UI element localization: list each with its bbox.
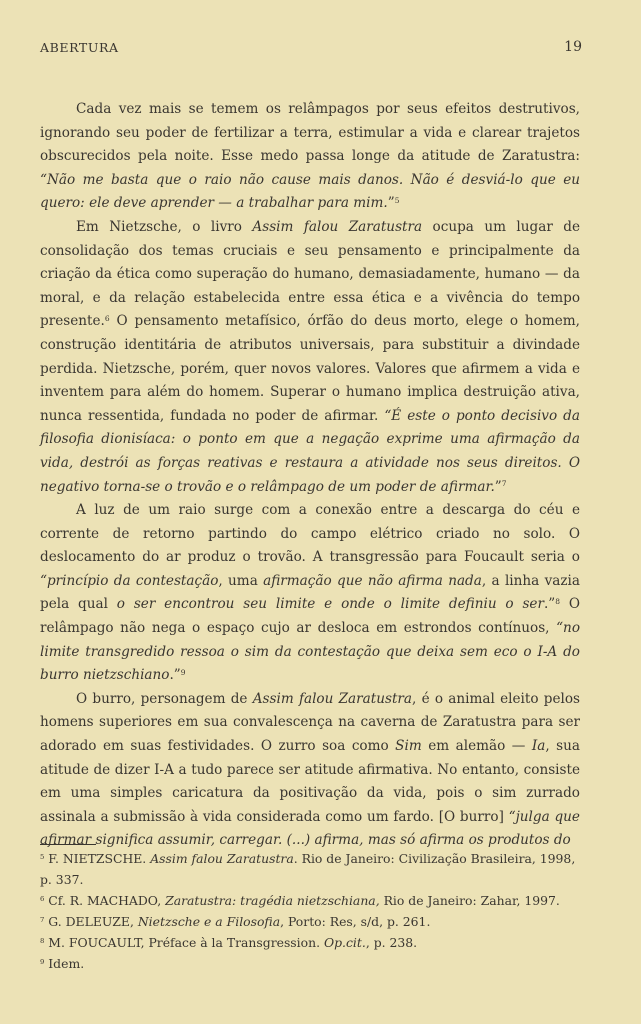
page-number: 19 <box>564 39 582 55</box>
paragraph <box>40 216 580 499</box>
text-run: , sua atitude de dizer I-A a tudo parece ser atitude afirmativa. No entanto, consiste em uma simples caricatura da positivação da vida, pois o sim zurrado assinala a submissão à vida considerada como um fardo. [O burro] <box>40 738 580 825</box>
quotation: “julga que afirmar significa assumir, carregar. (...) afirma, mas só afirma os produtos do <box>40 808 580 849</box>
text-run: .” <box>543 596 556 613</box>
running-title: ABERTURA <box>40 40 119 55</box>
text-run: Cada vez mais se temem os relâmpagos por seus efeitos destrutivos, ignorando seu poder de fertilizar a terra, estimular a vida e clarear trajetos obscurecidos pela noite. Esse medo passa longe da atitude de Zaratustra: <box>40 101 580 165</box>
footnote <box>40 890 580 911</box>
book-title: Assim falou Zaratustra <box>252 218 423 235</box>
text-run: , é o animal eleito pelos homens superiores em sua convalescença na caverna de Zaratustra para ser adorado em suas festividades. O zurro soa como <box>40 690 581 755</box>
paragraph <box>40 688 580 853</box>
footnote-text: Idem. <box>44 956 85 971</box>
footnotes <box>40 848 580 974</box>
text-run: , uma <box>218 572 264 589</box>
footnote-ref[interactable]: 7 <box>501 479 507 489</box>
quotation: “princípio da contestação <box>40 572 219 589</box>
text-run: .” <box>169 667 181 684</box>
quotation: afirmação que não afirma nada <box>263 572 482 589</box>
footnote-text: . Rio de Janeiro: Civilização Brasileira, 1998, p. 337. <box>40 851 576 887</box>
footnote-divider <box>40 844 96 845</box>
footnote-text: M. FOUCAULT, Préface à la Transgression. <box>44 935 324 950</box>
footnote-title: Zaratustra: tragédia nietzschiana, <box>165 893 380 908</box>
footnote <box>40 848 580 890</box>
text-run: A luz de um raio surge com a conexão entre a descarga do céu e corrente de retorno partindo do campo elétrico criado no solo. O deslocamento do ar produz o trovão. A transgressão para Foucault seria o <box>40 502 580 566</box>
footnote-title: Nietzsche e a Filosofia <box>137 914 281 929</box>
text-run: O pensamento metafísico, órfão do deus morto, elege o homem, construção identitária de atributos universais, para substituir a divindade perdida. Nietzsche, porém, quer novos valores. Valores que afirmem a vida e inventem para além do homem. Superar o humano implica destruição ativa, nunca ressentida, fundada no poder de afirmar. <box>40 313 580 424</box>
footnote-text: , Porto: Res, s/d, p. 261. <box>280 914 431 929</box>
text-run: O relâmpago não nega o espaço cujo ar desloca em estrondos contínuos, <box>40 596 581 637</box>
quotation: “no limite transgredido ressoa o sim da contestação que deixa sem eco o I-A do burro nietzschiano <box>40 620 580 684</box>
paragraph <box>40 98 580 216</box>
footnote-number: 5 <box>40 852 45 861</box>
footnote-ref[interactable]: 6 <box>104 313 110 323</box>
text-run: em alemão — <box>421 738 532 755</box>
footnote-title: Op.cit. <box>323 935 366 950</box>
footnote-title: Assim falou Zaratustra <box>150 851 294 866</box>
footnote-ref[interactable]: 8 <box>555 596 561 606</box>
quotation: “Não me basta que o raio não cause mais danos. Não é desviá-lo que eu quero: ele deve aprender — a trabalhar para mim. <box>40 171 580 212</box>
text-run: O burro, personagem de <box>76 690 253 707</box>
footnote-ref[interactable]: 9 <box>180 667 186 677</box>
footnote-ref[interactable]: 5 <box>394 195 400 205</box>
text-run: Em Nietzsche, o livro <box>76 218 253 235</box>
footnote-text: Rio de Janeiro: Zahar, 1997. <box>379 893 560 908</box>
text-run: , a linha vazia pela qual <box>40 572 580 613</box>
quotation: o ser encontrou seu limite e onde o limite definiu o ser <box>116 596 544 613</box>
footnote-text: G. DELEUZE, <box>44 914 138 929</box>
emphasis: Ia <box>531 738 546 755</box>
footnote-text: Cf. R. MACHADO, <box>44 893 166 908</box>
text-run: ” <box>387 195 395 212</box>
footnote-number: 8 <box>40 936 45 945</box>
footnote-text: , p. 238. <box>365 935 418 950</box>
footnote-number: 6 <box>40 894 45 903</box>
quotation: “É este o ponto decisivo da filosofia dionisíaca: o ponto em que a negação exprime uma afirmação da vida, destrói as forças reativas e restaura a atividade nos seus direitos. O negativo torna-se o trovão e o relâmpago de um poder de afirmar. <box>40 407 580 495</box>
footnote-number: 9 <box>40 957 45 966</box>
footnote <box>40 911 580 932</box>
emphasis: Sim <box>395 738 422 755</box>
running-header <box>40 40 582 55</box>
text-run: ” <box>494 478 502 495</box>
book-title: Assim falou Zaratustra <box>252 690 413 707</box>
footnote <box>40 932 580 953</box>
body-text <box>40 98 580 853</box>
footnote-number: 7 <box>40 915 45 924</box>
paragraph <box>40 499 580 688</box>
footnote-text: F. NIETZSCHE. <box>44 851 151 866</box>
text-run: ocupa um lugar de consolidação dos temas cruciais e seu pensamento e principalmente da criação da ética como superação do humano, demasiadamente, humano — da moral, e da relação estabelecida entre essa ética e a vivência do tempo presente. <box>40 218 580 330</box>
footnote <box>40 953 580 974</box>
